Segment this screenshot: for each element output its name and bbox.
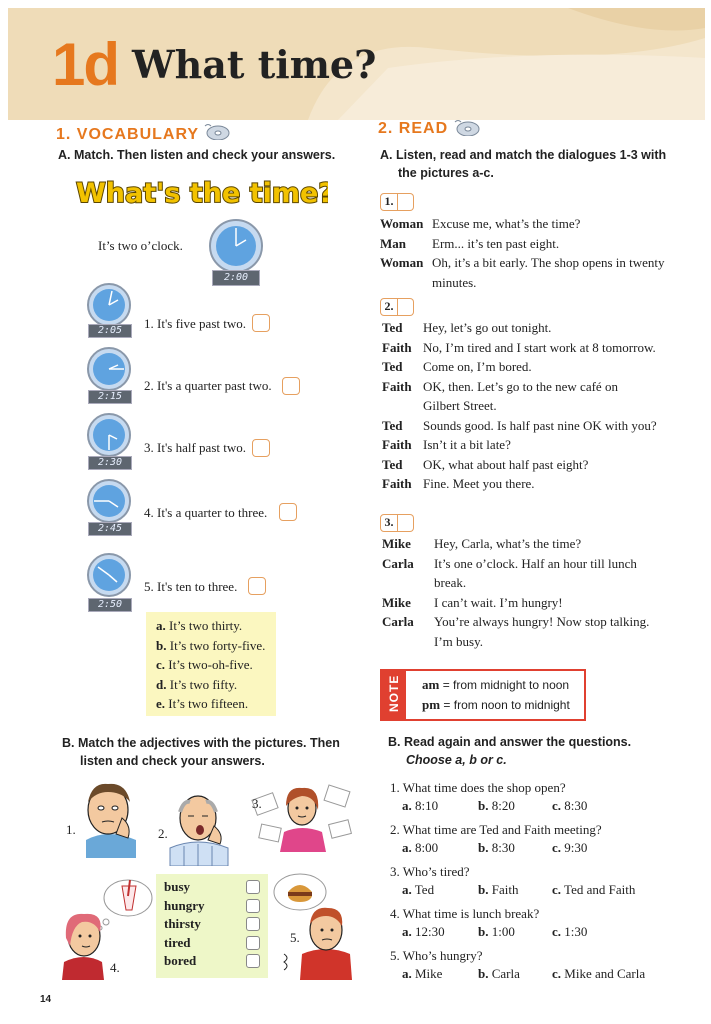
- clock-icon: [86, 412, 132, 458]
- read-heading: 2. READ: [378, 120, 449, 137]
- clock-icon: [86, 346, 132, 392]
- note-am-line: am = from midnight to noon: [422, 677, 570, 692]
- adjective-checkbox[interactable]: [246, 954, 260, 968]
- adjective-checkbox[interactable]: [246, 936, 260, 950]
- hungry-man-illustration: [270, 868, 356, 980]
- example-sentence: It’s two o’clock.: [98, 238, 183, 253]
- dialogue-line-continuation: break.: [434, 575, 467, 590]
- picture-number: 4.: [110, 960, 120, 975]
- digital-display: 2:45: [88, 522, 132, 536]
- clock-icon: [86, 478, 132, 524]
- digital-display: 2:05: [88, 324, 132, 338]
- dialogue-line: Ted Sounds good. Is half past nine OK with you?: [382, 417, 657, 433]
- vocabulary-heading: 1. VOCABULARY: [56, 126, 200, 143]
- question-list: [390, 780, 690, 990]
- adjective-row: hungry: [164, 897, 260, 916]
- answer-box[interactable]: [279, 503, 297, 521]
- dialogue-number-box[interactable]: 2.: [380, 298, 414, 316]
- answer-box[interactable]: [248, 577, 266, 595]
- dialogue-line: Mike I can’t wait. I’m hungry!: [382, 594, 563, 610]
- clock-icon: [208, 218, 264, 274]
- read-instruction-a: A. Listen, read and match the dialogues 1-3 with the pictures a-c.: [380, 148, 667, 180]
- dialogue-line: Ted OK, what about half past eight?: [382, 456, 589, 472]
- vocab-item: 5. It's ten to three.: [144, 579, 238, 594]
- picture-number: 1.: [66, 822, 76, 837]
- question-item: 2. What time are Ted and Faith meeting? a. 8:00 b. 8:30 c. 9:30: [390, 822, 602, 855]
- answer-option: b. It’s two forty-five.: [156, 637, 266, 653]
- picture-number: 2.: [158, 826, 168, 841]
- question-item: 4. What time is lunch break? a. 12:30 b. 1:00 c. 1:30: [390, 906, 588, 939]
- dialogue-1: [380, 214, 690, 294]
- dialogue-2: [382, 318, 692, 494]
- clock-icon: [86, 282, 132, 328]
- whats-the-time-logo: [72, 174, 328, 215]
- cd-icon[interactable]: [452, 118, 480, 136]
- digital-display: 2:30: [88, 456, 132, 470]
- dialogue-line: Faith Fine. Meet you there.: [382, 476, 535, 491]
- logo-lettering-image: [72, 174, 328, 210]
- dialogue-line: Man Erm... it’s ten past eight.: [380, 235, 560, 251]
- answer-options: [146, 612, 276, 716]
- answer-box[interactable]: [252, 439, 270, 457]
- note-pm-line: pm = from noon to midnight: [422, 697, 570, 712]
- answer-option: c. It’s two-oh-five.: [156, 657, 253, 672]
- answer-box[interactable]: [282, 377, 300, 395]
- page-title: What time?: [132, 42, 377, 87]
- dialogue-line: Woman Oh, it’s a bit early. The shop opens in twenty: [380, 255, 665, 270]
- dialogue-line-continuation: minutes.: [432, 274, 477, 290]
- dialogue-line: Faith Isn’t it a bit late?: [382, 437, 511, 452]
- busy-woman-illustration: [250, 776, 356, 852]
- tired-man-illustration: [162, 786, 236, 866]
- dialogue-line: Faith OK, then. Let’s go to the new café on: [382, 378, 618, 394]
- vocabulary-instruction-a: A. Match. Then listen and check your answers.: [58, 148, 336, 162]
- picture-number: 3.: [252, 796, 262, 811]
- dialogue-number-box[interactable]: 3.: [380, 514, 414, 532]
- vocab-item: 4. It's a quarter to three.: [144, 505, 268, 520]
- digital-display: 2:50: [88, 598, 132, 612]
- dialogue-3: [382, 534, 692, 651]
- page-number: 14: [40, 994, 52, 1005]
- dialogue-line: Mike Hey, Carla, what’s the time?: [382, 536, 582, 551]
- cd-icon[interactable]: [202, 122, 230, 140]
- vocab-item: 3. It's half past two.: [144, 440, 246, 455]
- dialogue-line-continuation: I’m busy.: [434, 633, 483, 649]
- picture-number: 5.: [290, 930, 300, 945]
- dialogue-line-continuation: Gilbert Street.: [423, 398, 497, 413]
- answer-box[interactable]: [252, 314, 270, 332]
- adjective-row: tired: [164, 934, 260, 953]
- question-item: 3. Who’s tired? a. Ted b. Faith c. Ted and Faith: [390, 864, 636, 897]
- dialogue-number-box[interactable]: 1.: [380, 193, 414, 211]
- clock-icon: [86, 552, 132, 598]
- dialogue-line: Ted Hey, let’s go out tonight.: [382, 320, 552, 335]
- note-label: NOTE: [382, 671, 406, 719]
- digital-display: 2:00: [212, 270, 260, 286]
- thirsty-woman-illustration: [60, 876, 156, 980]
- adjective-checkbox[interactable]: [246, 880, 260, 894]
- read-instruction-b: B. Read again and answer the questions. Choose a, b or c.: [388, 735, 632, 767]
- vocab-item: 1. It's five past two.: [144, 316, 246, 331]
- vocab-item: 2. It's a quarter past two.: [144, 378, 272, 393]
- note-box: [380, 669, 586, 721]
- unit-number: 1d: [52, 31, 119, 98]
- dialogue-line: Carla You’re always hungry! Now stop talking.: [382, 614, 650, 629]
- answer-option: a. It’s two thirty.: [156, 618, 243, 633]
- bored-man-illustration: [72, 774, 144, 858]
- adjective-row: thirsty: [164, 915, 260, 934]
- question-item: 1. What time does the shop open? a. 8:10 b. 8:20 c. 8:30: [390, 780, 588, 813]
- dialogue-line: Woman Excuse me, what’s the time?: [380, 216, 581, 231]
- adjective-checkbox[interactable]: [246, 899, 260, 913]
- adjective-row: busy: [164, 878, 260, 897]
- question-item: 5. Who’s hungry? a. Mike b. Carla c. Mike and Carla: [390, 948, 646, 981]
- answer-option: d. It’s two fifty.: [156, 676, 238, 692]
- adjective-list: [156, 874, 268, 978]
- vocabulary-instruction-b: B. Match the adjectives with the pictures. Then listen and check your answers.: [62, 736, 340, 768]
- dialogue-line: Faith No, I’m tired and I start work at 8 tomorrow.: [382, 339, 656, 355]
- dialogue-line: Carla It’s one o’clock. Half an hour till lunch: [382, 555, 637, 571]
- digital-display: 2:15: [88, 390, 132, 404]
- adjective-row: bored: [164, 952, 260, 971]
- answer-option: e. It’s two fifteen.: [156, 696, 249, 711]
- svg-text:What's the time?: What's the time?: [76, 178, 328, 209]
- adjective-checkbox[interactable]: [246, 917, 260, 931]
- dialogue-line: Ted Come on, I’m bored.: [382, 359, 532, 374]
